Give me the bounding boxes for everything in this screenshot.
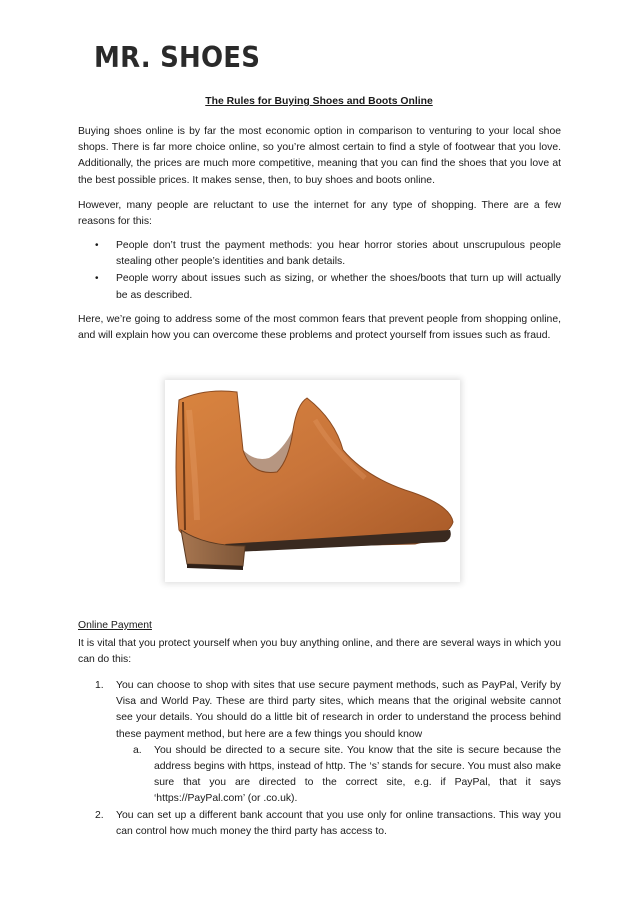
boot-image: [165, 380, 460, 582]
tip-subtext: You should be directed to a secure site. You know that the site is secure because the address begins with https, instead of http. The ‘s’ stands for secure. You must also make sure that you are directed to the correct site, e.g. if PayPal, that it says ‘https://PayPal.com’ (or .co.uk).: [154, 744, 561, 805]
bullet-icon: •: [95, 273, 99, 285]
ankle-boot-icon: [165, 380, 460, 582]
reason-text: People don’t trust the payment methods: you hear horror stories about unscrupulous people stealing other people’s identities and bank details.: [116, 240, 561, 268]
reasons-list: [78, 238, 561, 305]
item-letter: a.: [133, 744, 142, 756]
tip-text: You can set up a different bank account that you use only for online transactions. This way you can control how much money the third party has access to.: [116, 809, 561, 837]
bullet-icon: •: [95, 240, 99, 251]
tip-text: You can choose to shop with sites that use secure payment methods, such as PayPal, Verify by Visa and World Pay. These are third party sites, which means that the original website cannot see your details. You should do a little bit of research in order to understand the process behind these payment method, but here are a few things you should know: [116, 680, 561, 740]
item-number: 2.: [95, 809, 104, 821]
online-payment-heading: Online Payment: [78, 620, 152, 631]
list-item: [78, 238, 561, 270]
reluctance-paragraph: However, many people are reluctant to use the internet for any type of shopping. There are a few reasons for this:: [78, 200, 561, 228]
payment-tips-list: [78, 678, 561, 840]
secure-site-sublist: [116, 743, 561, 808]
list-item: [78, 678, 561, 808]
page-title: The Rules for Buying Shoes and Boots Online: [205, 96, 433, 107]
list-item: [78, 808, 561, 840]
list-item: [116, 743, 561, 808]
reason-text: People worry about issues such as sizing, or whether the shoes/boots that turn up will actually be as described.: [116, 273, 561, 301]
item-number: 1.: [95, 680, 104, 691]
intro-paragraph: Buying shoes online is by far the most economic option in comparison to venturing to your local shoe shops. There is far more choice online, so you’re almost certain to find a style of footwear that you love. Additionally, the prices are much more competitive, meaning that you can find the shoes that you love at the best possible prices. It makes sense, then, to buy shoes and boots online.: [78, 126, 561, 186]
address-fears-paragraph: Here, we’re going to address some of the most common fears that prevent people from shopping online, and will explain how you can overcome these problems and protect yourself from issues such as fraud.: [78, 314, 561, 342]
list-item: [78, 271, 561, 303]
online-payment-intro: It is vital that you protect yourself when you buy anything online, and there are several ways in which you can do this:: [78, 638, 561, 666]
brand-logo: MR. SHOES: [94, 42, 261, 75]
